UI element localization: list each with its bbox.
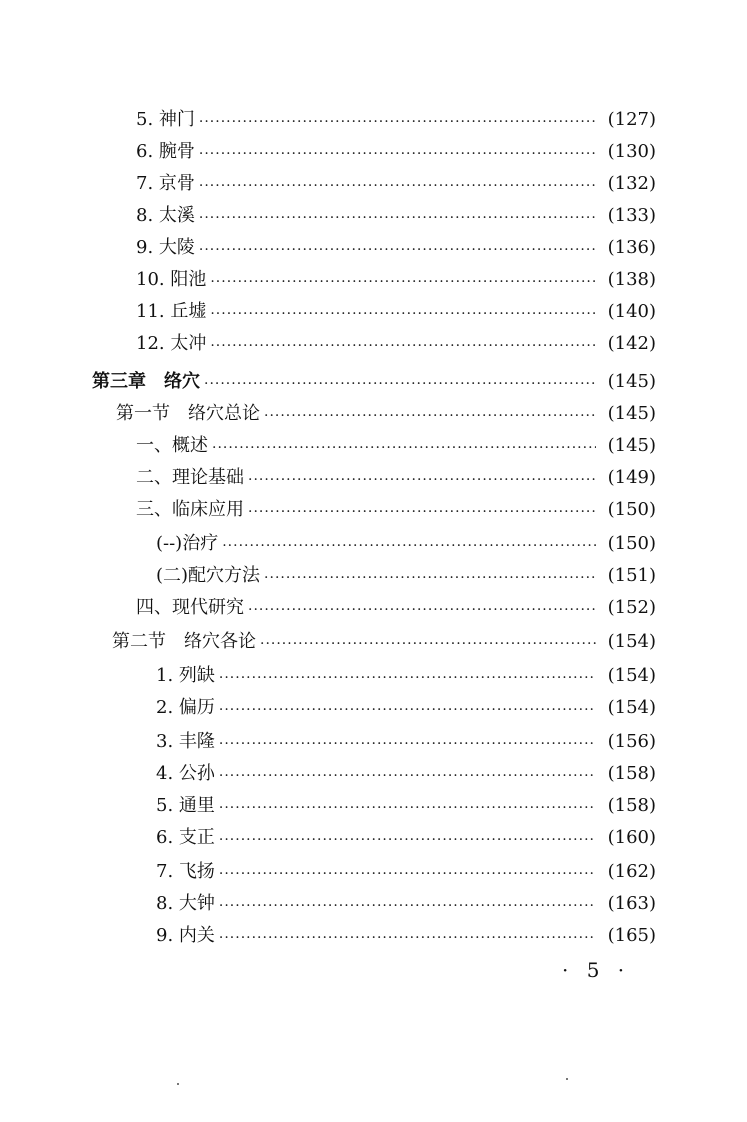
toc-entry[interactable]: [136, 232, 656, 264]
toc-entry-label: 7. 飞扬: [156, 861, 215, 882]
toc-entry-page: (136): [607, 237, 656, 258]
toc-entry-label: 第三章 络穴: [92, 371, 200, 392]
toc-entry[interactable]: [136, 200, 656, 232]
toc-entry[interactable]: [136, 264, 656, 296]
dot-leader: [264, 400, 596, 432]
toc-entry[interactable]: [136, 430, 656, 462]
dot-leader: [210, 298, 596, 330]
dot-leader: [219, 694, 596, 726]
toc-entry-label: 第一节 络穴总论: [116, 403, 260, 424]
toc-entry-page: (150): [607, 533, 656, 554]
dot-leader: [264, 562, 596, 594]
dot-leader: [248, 594, 596, 626]
toc-section-entry[interactable]: [116, 398, 656, 430]
toc-entry-page: (154): [607, 631, 656, 652]
toc-entry-page: (160): [607, 827, 656, 848]
toc-entry[interactable]: [156, 660, 656, 692]
dot-leader: [219, 760, 596, 792]
toc-entry[interactable]: [156, 560, 656, 592]
dot-leader: [210, 330, 596, 362]
page-number: · 5 ·: [562, 958, 631, 982]
toc-entry[interactable]: [136, 462, 656, 494]
toc-entry[interactable]: [156, 856, 656, 888]
dot-leader: [219, 662, 596, 694]
dot-leader: [260, 628, 596, 660]
toc-entry-label: 第二节 络穴各论: [112, 631, 256, 652]
toc-entry-page: (151): [607, 565, 656, 586]
toc-entry-label: 2. 偏历: [156, 697, 215, 718]
toc-entry[interactable]: [136, 104, 656, 136]
toc-entry-label: 9. 内关: [156, 925, 215, 946]
toc-chapter-entry[interactable]: [92, 366, 656, 398]
dot-leader: [248, 464, 596, 496]
toc-entry-label: 11. 丘墟: [136, 301, 207, 322]
toc-entry-page: (158): [607, 795, 656, 816]
toc-entry-page: (154): [607, 665, 656, 686]
dot-leader: [199, 106, 596, 138]
toc-entry-page: (138): [607, 269, 656, 290]
toc-entry-label: 3. 丰隆: [156, 731, 215, 752]
toc-entry[interactable]: [136, 592, 656, 624]
dot-leader: [219, 922, 596, 954]
toc-entry[interactable]: [156, 758, 656, 790]
toc-entry-label: 4. 公孙: [156, 763, 215, 784]
toc-entry-page: (149): [607, 467, 656, 488]
toc-entry-label: 10. 阳池: [136, 269, 207, 290]
toc-entry-label: 7. 京骨: [136, 173, 195, 194]
toc-entry-page: (140): [607, 301, 656, 322]
toc-entry-label: 6. 支正: [156, 827, 215, 848]
toc-entry-label: 1. 列缺: [156, 665, 215, 686]
toc-entry-label: 5. 神门: [136, 109, 195, 130]
toc-entry-page: (145): [607, 435, 656, 456]
toc-entry-page: (145): [607, 371, 656, 392]
toc-entry-page: (156): [607, 731, 656, 752]
toc-entry-page: (152): [607, 597, 656, 618]
toc-entry-label: 一、概述: [136, 435, 208, 456]
toc-entry[interactable]: [156, 822, 656, 854]
toc-entry-page: (163): [607, 893, 656, 914]
toc-entry-label: 二、理论基础: [136, 467, 244, 488]
toc-entry-page: (154): [607, 697, 656, 718]
scan-speck: [566, 1078, 568, 1080]
toc-entry-page: (162): [607, 861, 656, 882]
toc-entry-page: (165): [607, 925, 656, 946]
dot-leader: [199, 138, 596, 170]
dot-leader: [222, 530, 596, 562]
toc-entry[interactable]: [136, 494, 656, 526]
toc-entry[interactable]: [156, 528, 656, 560]
toc-entry-page: (145): [607, 403, 656, 424]
toc-entry-label: (二)配穴方法: [156, 565, 261, 586]
dot-leader: [210, 266, 596, 298]
scan-speck: [177, 1083, 179, 1085]
toc-entry-page: (133): [607, 205, 656, 226]
toc-entry[interactable]: [156, 692, 656, 724]
toc-entry-label: 四、现代研究: [136, 597, 244, 618]
dot-leader: [219, 728, 596, 760]
toc-entry-label: 12. 太冲: [136, 333, 207, 354]
dot-leader: [248, 496, 596, 528]
toc-entry-page: (158): [607, 763, 656, 784]
toc-entry-label: 6. 腕骨: [136, 141, 195, 162]
dot-leader: [199, 170, 596, 202]
toc-entry[interactable]: [136, 328, 656, 360]
toc-entry-label: 三、临床应用: [136, 499, 244, 520]
dot-leader: [219, 792, 596, 824]
toc-section-entry[interactable]: [112, 626, 656, 658]
dot-leader: [219, 890, 596, 922]
toc-entry-label: 8. 大钟: [156, 893, 215, 914]
toc-entry[interactable]: [136, 296, 656, 328]
toc-entry-label: 9. 大陵: [136, 237, 195, 258]
toc-entry-label: (--)治疗: [156, 533, 219, 554]
toc-entry[interactable]: [156, 726, 656, 758]
dot-leader: [219, 858, 596, 890]
toc-entry-page: (142): [607, 333, 656, 354]
toc-entry[interactable]: [136, 168, 656, 200]
dot-leader: [219, 824, 596, 856]
toc-entry[interactable]: [156, 888, 656, 920]
toc-entry-page: (150): [607, 499, 656, 520]
dot-leader: [204, 368, 596, 400]
toc-entry-page: (130): [607, 141, 656, 162]
toc-entry-label: 5. 通里: [156, 795, 215, 816]
toc-entry-page: (132): [607, 173, 656, 194]
dot-leader: [199, 234, 596, 266]
toc-entry[interactable]: [156, 790, 656, 822]
dot-leader: [212, 432, 596, 464]
toc-entry[interactable]: [136, 136, 656, 168]
toc-entry[interactable]: [156, 920, 656, 952]
toc-entry-page: (127): [607, 109, 656, 130]
dot-leader: [199, 202, 596, 234]
toc-entry-label: 8. 太溪: [136, 205, 195, 226]
